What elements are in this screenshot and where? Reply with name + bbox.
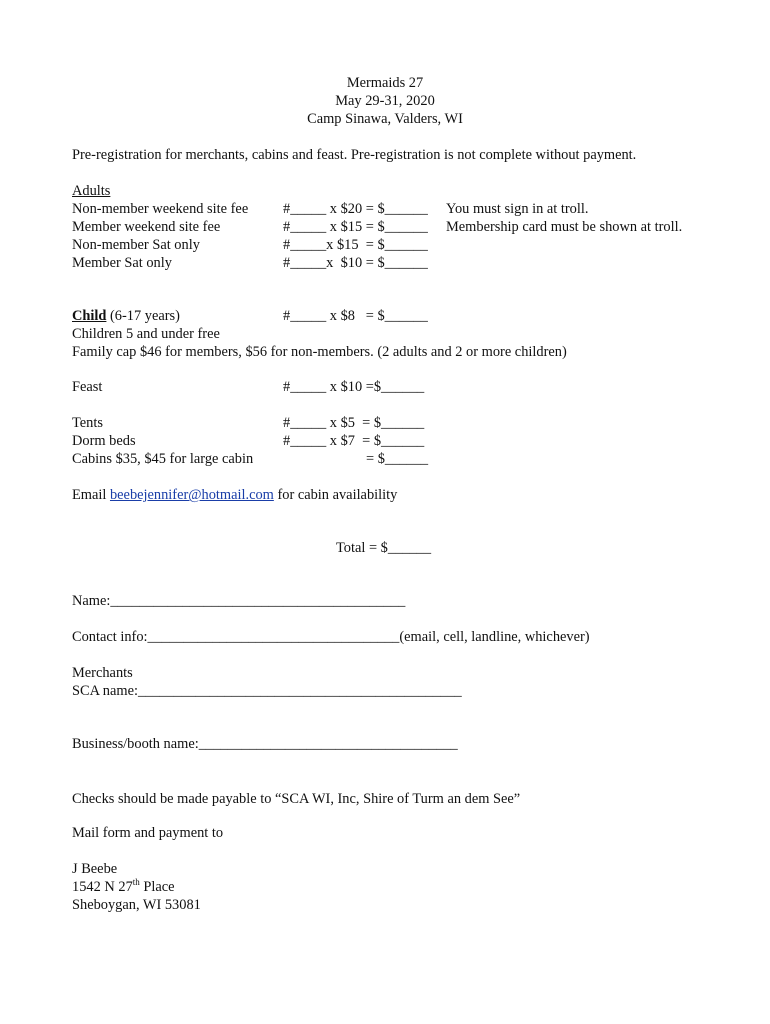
lodging-label: Dorm beds xyxy=(72,433,136,449)
adult-row-label: Member Sat only xyxy=(72,255,172,271)
total-line: Total = $______ xyxy=(336,540,432,556)
lodging-calc: = $______ xyxy=(366,451,429,467)
email-line xyxy=(72,486,397,504)
mail-note: Mail form and payment to xyxy=(72,825,224,841)
adult-row-label: Non-member weekend site fee xyxy=(72,201,249,217)
email-link[interactable]: beebejennifer@hotmail.com xyxy=(109,487,274,503)
lodging-label: Cabins $35, $45 for large cabin xyxy=(72,451,254,467)
adult-row-note: Membership card must be shown at troll. xyxy=(446,219,683,235)
lodging-calc: #_____ x $7 = $______ xyxy=(283,433,425,449)
adult-row-calc: #_____x $15 = $______ xyxy=(283,237,428,253)
address-street xyxy=(72,878,175,896)
child-heading: Child xyxy=(72,308,107,324)
adults-heading: Adults xyxy=(72,183,111,199)
name-field: Name:_________________________________________ xyxy=(72,593,406,609)
merchants-heading: Merchants xyxy=(72,665,133,681)
email-prefix: Email xyxy=(72,487,110,503)
event-location: Camp Sinawa, Valders, WI xyxy=(307,111,463,127)
checks-note: Checks should be made payable to “SCA WI, Inc, Shire of Turm an dem See” xyxy=(72,791,521,807)
event-title: Mermaids 27 xyxy=(346,75,424,91)
adult-row-calc: #_____ x $20 = $______ xyxy=(283,201,428,217)
address-street-ordinal: th xyxy=(132,877,140,888)
adult-row-calc: #_____ x $15 = $______ xyxy=(283,219,428,235)
feast-calc: #_____ x $10 =$______ xyxy=(283,379,425,395)
lodging-calc: #_____ x $5 = $______ xyxy=(283,415,425,431)
adult-row-label: Non-member Sat only xyxy=(72,237,200,253)
address-city: Sheboygan, WI 53081 xyxy=(72,897,201,913)
event-dates: May 29-31, 2020 xyxy=(335,93,435,109)
email-suffix: for cabin availability xyxy=(273,487,398,503)
child-row xyxy=(72,307,180,325)
adult-row-note: You must sign in at troll. xyxy=(446,201,589,217)
adult-row-calc: #_____x $10 = $______ xyxy=(283,255,428,271)
address-street-suffix: Place xyxy=(139,879,175,895)
address-street-number: 1542 N 27 xyxy=(72,879,133,895)
sca-name-field: SCA name:_____________________________________________ xyxy=(72,683,462,699)
child-calc: #_____ x $8 = $______ xyxy=(283,308,428,324)
contact-field: Contact info:___________________________________(email, cell, landline, whichever) xyxy=(72,629,590,645)
lodging-label: Tents xyxy=(72,415,103,431)
address-name: J Beebe xyxy=(72,861,118,877)
child-ages: (6-17 years) xyxy=(106,308,180,324)
family-cap-note: Family cap $46 for members, $56 for non-members. (2 adults and 2 or more children) xyxy=(72,344,567,360)
child-free-note: Children 5 and under free xyxy=(72,326,220,342)
adult-row-label: Member weekend site fee xyxy=(72,219,221,235)
intro-text: Pre-registration for merchants, cabins and feast. Pre-registration is not complete without payment. xyxy=(72,147,637,163)
feast-label: Feast xyxy=(72,379,103,395)
business-field: Business/booth name:____________________________________ xyxy=(72,736,458,752)
